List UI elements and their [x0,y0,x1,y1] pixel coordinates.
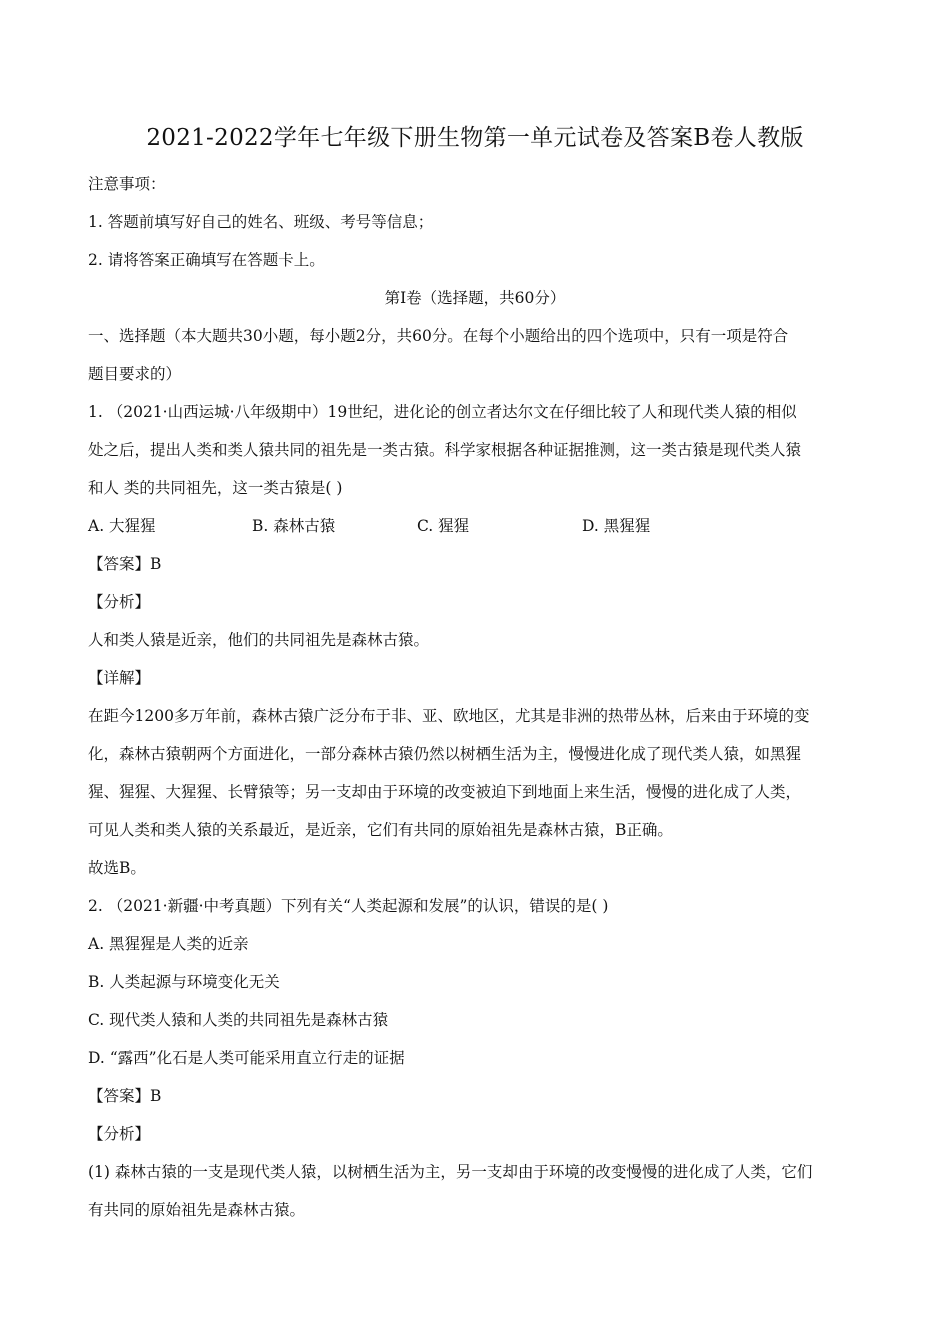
q2-option-d: D. “露西”化石是人类可能采用直立行走的证据 [88,1049,405,1067]
q1-detail-line: 猩、猩猩、大猩猩、长臂猿等；另一支却由于环境的改变被迫下到地面上来生活，慢慢的进化成了人类， [88,783,802,801]
q2-option-b: B. 人类起源与环境变化无关 [88,973,280,991]
q1-stem-line: 1. （2021·山西运城·八年级期中）19世纪，进化论的创立者达尔文在仔细比较了人和现代类人猿的相似 [88,403,797,421]
q2-analysis-line: 有共同的原始祖先是森林古猿。 [88,1201,306,1219]
q1-answer: 【答案】B [88,555,162,573]
notice-heading: 注意事项： [88,175,166,193]
q1-analysis: 人和类人猿是近亲，他们的共同祖先是森林古猿。 [88,631,430,649]
document-title: 2021-2022学年七年级下册生物第一单元试卷及答案B卷人教版 [146,125,804,151]
q2-analysis-label: 【分析】 [88,1125,151,1143]
q2-option-c: C. 现代类人猿和人类的共同祖先是森林古猿 [88,1011,389,1029]
q1-detail-line: 在距今1200多万年前，森林古猿广泛分布于非、亚、欧地区，尤其是非洲的热带丛林，后来由于环境的变 [88,707,810,725]
section-title: 第I卷（选择题，共60分） [384,289,566,307]
q1-stem-line: 和人 类的共同祖先，这一类古猿是( ) [88,479,343,497]
q2-analysis-line: (1) 森林古猿的一支是现代类人猿，以树栖生活为主，另一支却由于环境的改变慢慢的进化成了人类，它们 [88,1163,813,1181]
q1-detail-line: 可见人类和类人猿的关系最近，是近亲，它们有共同的原始祖先是森林古猿，B正确。 [88,821,673,839]
q2-option-a: A. 黑猩猩是人类的近亲 [88,935,249,953]
q1-analysis-label: 【分析】 [88,593,151,611]
q1-stem-line: 处之后，提出人类和类人猿共同的祖先是一类古猿。科学家根据各种证据推测，这一类古猿是现代类人猿 [88,441,802,459]
q1-option-c: C. 猩猩 [417,517,470,535]
q1-conclusion: 故选B。 [88,859,146,877]
q1-option-a: A. 大猩猩 [88,517,156,535]
q1-detail-label: 【详解】 [88,669,151,687]
notice-item: 2. 请将答案正确填写在答题卡上。 [88,251,325,269]
q1-option-b: B. 森林古猿 [252,517,336,535]
q2-stem: 2. （2021·新疆·中考真题）下列有关“人类起源和发展”的认识，错误的是( ) [88,897,609,915]
part-intro-line: 题目要求的） [88,365,182,383]
part-intro-line: 一、选择题（本大题共30小题，每小题2分，共60分。在每个小题给出的四个选项中，只有一项是符合 [88,327,789,345]
notice-item: 1. 答题前填写好自己的姓名、班级、考号等信息； [88,213,434,231]
q1-detail-line: 化，森林古猿朝两个方面进化，一部分森林古猿仍然以树栖生活为主，慢慢进化成了现代类人猿，如黑猩 [88,745,802,763]
q1-option-d: D. 黑猩猩 [582,517,651,535]
q2-answer: 【答案】B [88,1087,162,1105]
